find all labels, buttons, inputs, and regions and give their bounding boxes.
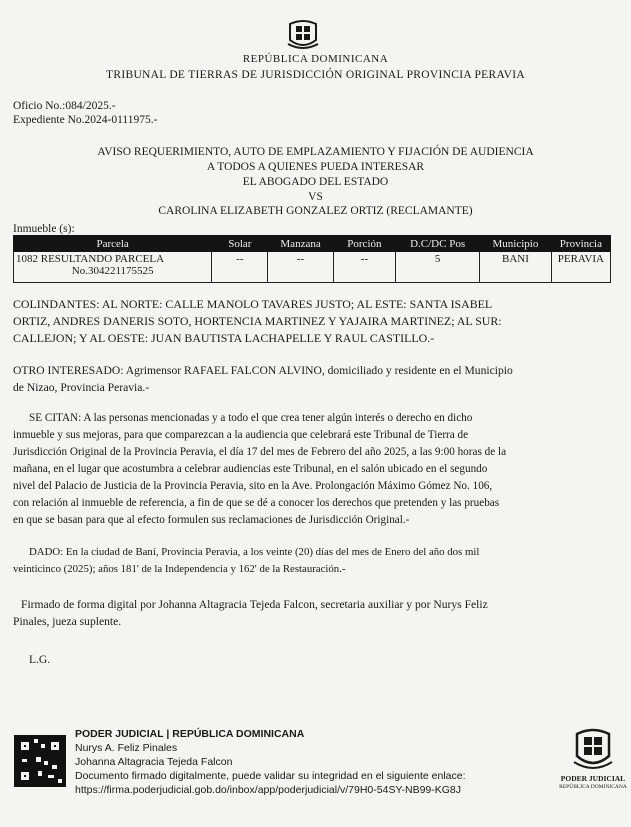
otro-line-2: de Nizao, Provincia Peravia.- bbox=[13, 381, 150, 394]
footer-logo-line-2: REPÚBLICA DOMINICANA bbox=[559, 784, 627, 790]
inmueble-label: Inmueble (s): bbox=[13, 223, 75, 235]
parcela-line-1: 1082 RESULTANDO PARCELA bbox=[16, 253, 165, 265]
colindantes-line-1: COLINDANTES: AL NORTE: CALLE MANOLO TAVARES JUSTO; AL ESTE: SANTA ISABEL bbox=[13, 297, 493, 311]
col-header-parcela: Parcela bbox=[14, 236, 212, 252]
firmado-paragraph bbox=[13, 596, 613, 630]
colindantes-paragraph bbox=[13, 296, 613, 347]
cell-manzana: -- bbox=[268, 252, 333, 283]
footer-verify-link[interactable]: https://firma.poderjudicial.gob.do/inbox/app/poderjudicial/v/79H0-54SY-NB99-KG8J bbox=[75, 784, 462, 796]
qr-code-icon[interactable] bbox=[14, 735, 66, 787]
citan-line-5: nivel del Palacio de Justicia de la Provincia Peravia, sito en la Ave. Prolongación Máximo Gómez No. 106, bbox=[13, 480, 493, 492]
title-line-1: AVISO REQUERIMIENTO, AUTO DE EMPLAZAMIENTO Y FIJACIÓN DE AUDIENCIA bbox=[97, 146, 534, 158]
se-citan-paragraph bbox=[13, 410, 613, 529]
col-header-porcion: Porción bbox=[333, 236, 395, 252]
footer-logo-line-1: PODER JUDICIAL bbox=[560, 774, 626, 783]
otro-line-1: OTRO INTERESADO: Agrimensor RAFAEL FALCON ALVINO, domiciliado y residente en el Municipio bbox=[13, 364, 513, 377]
cell-solar: -- bbox=[212, 252, 268, 283]
header-court: TRIBUNAL DE TIERRAS DE JURISDICCIÓN ORIGINAL PROVINCIA PERAVIA bbox=[106, 69, 525, 81]
citan-line-2: inmueble y sus mejoras, para que comparezcan a la audiencia que celebrará este Tribunal de Tierra de bbox=[13, 429, 469, 441]
colindantes-line-2: ORTIZ, ANDRES DANERIS SOTO, HORTENCIA MARTINEZ Y YAJAIRA MARTINEZ; AL SUR: bbox=[13, 314, 502, 328]
footer-line-3: Johanna Altagracia Tejeda Falcon bbox=[75, 756, 233, 768]
cell-porcion: -- bbox=[333, 252, 395, 283]
parcela-line-2: No.304221175525 bbox=[71, 265, 154, 277]
col-header-solar: Solar bbox=[212, 236, 268, 252]
col-header-dc: D.C/DC Pos bbox=[396, 236, 480, 252]
oficio-number: Oficio No.:084/2025.- bbox=[13, 100, 116, 112]
citan-line-3: Jurisdicción Original de la Provincia Peravia, el día 17 del mes de Febrero del año 2025, a las 9:00 horas de la bbox=[13, 446, 507, 458]
citan-line-1: SE CITAN: A las personas mencionadas y a todo el que crea tener algún interés o derecho en dicho bbox=[29, 412, 473, 424]
cell-municipio: BANI bbox=[480, 252, 552, 283]
firmado-line-2: Pinales, jueza suplente. bbox=[13, 615, 122, 628]
cell-parcela bbox=[14, 252, 212, 283]
citan-line-4: mañana, en el lugar que acostumbra a celebrar audiencias este Tribunal, en el salón ubicado en el segundo bbox=[13, 463, 488, 475]
citan-line-6: con relación al inmueble de referencia, a fin de que se dé a conocer los derechos que pretenden y las pruebas bbox=[13, 497, 500, 509]
dado-line-2: veinticinco (2025); años 181' de la Independencia y 162' de la Restauración.- bbox=[13, 563, 346, 575]
inmueble-table bbox=[13, 235, 611, 283]
footer-line-4: Documento firmado digitalmente, puede validar su integridad en el siguiente enlace: bbox=[75, 770, 466, 782]
dado-paragraph bbox=[13, 544, 613, 578]
dado-line-1: DADO: En la ciudad de Baní, Provincia Peravia, a los veinte (20) días del mes de Enero del año dos mil bbox=[29, 546, 480, 558]
col-header-manzana: Manzana bbox=[268, 236, 333, 252]
title-line-3: EL ABOGADO DEL ESTADO bbox=[242, 176, 389, 188]
firmado-line-1: Firmado de forma digital por Johanna Altagracia Tejeda Falcon, secretaria auxiliar y por Nurys Feliz bbox=[21, 598, 488, 611]
citan-line-7: en que se basan para que al efecto formulen sus reclamaciones de Jurisdicción Original.- bbox=[13, 514, 410, 526]
col-header-municipio: Municipio bbox=[480, 236, 552, 252]
header-country: REPÚBLICA DOMINICANA bbox=[242, 53, 389, 65]
cell-provincia: PERAVIA bbox=[551, 252, 610, 283]
coat-of-arms-icon bbox=[286, 18, 320, 50]
table-row bbox=[14, 252, 611, 283]
otro-interesado-paragraph bbox=[13, 362, 613, 396]
title-line-4: VS bbox=[308, 191, 323, 203]
footer-line-2: Nurys A. Feliz Pinales bbox=[75, 742, 178, 754]
expediente-number: Expediente No.2024-0111975.- bbox=[13, 114, 158, 126]
title-line-2: A TODOS A QUIENES PUEDA INTERESAR bbox=[206, 161, 425, 173]
footer-signature-block bbox=[75, 727, 466, 797]
poder-judicial-logo-icon bbox=[571, 724, 615, 772]
footer-line-1: PODER JUDICIAL | REPÚBLICA DOMINICANA bbox=[75, 728, 305, 740]
col-header-provincia: Provincia bbox=[551, 236, 610, 252]
colindantes-line-3: CALLEJON; Y AL OESTE: JUAN BAUTISTA LACHAPELLE Y RAUL CASTILLO.- bbox=[13, 331, 435, 345]
cell-dc: 5 bbox=[396, 252, 480, 283]
title-line-5: CAROLINA ELIZABETH GONZALEZ ORTIZ (RECLAMANTE) bbox=[158, 205, 473, 217]
table-header-row bbox=[14, 236, 611, 252]
initials: L.G. bbox=[29, 654, 51, 666]
